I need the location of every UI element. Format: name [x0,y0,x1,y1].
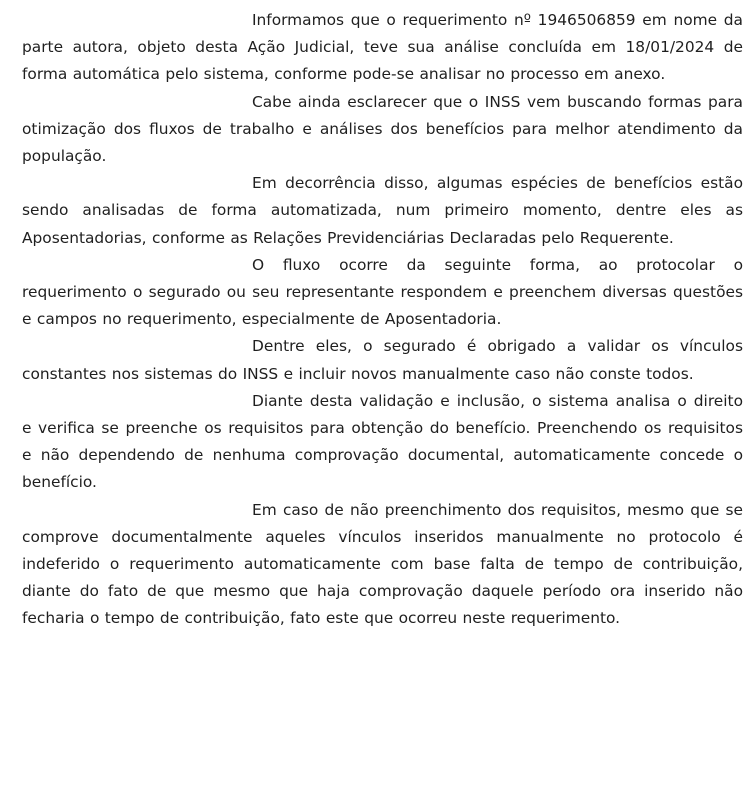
paragraph-requerimento: Informamos que o requerimento nº 1946506859 em nome da parte autora, objeto desta Ação Judicial, teve sua análise concluída em 18/01/2024 de forma automática pelo sistema, conforme pode-se analisar no processo em anexo. [22,11,743,84]
paragraph-indeferimento: Em caso de não preenchimento dos requisitos, mesmo que se comprove documentalmente aqueles vínculos inseridos manualmente no protocolo é indeferido o requerimento automaticamente com base falta de tempo de contribuição, diante do fato de que mesmo que haja comprovação daquele período ora inserido não fecharia o tempo de contribuição, fato este que ocorreu neste requerimento. [22,500,743,628]
paragraph-automatizacao: Em decorrência disso, algumas espécies de benefícios estão sendo analisadas de forma automatizada, num primeiro momento, dentre eles as Aposentadorias, conforme as Relações Previdenciárias Declaradas pelo Requerente. [22,174,743,247]
paragraph-fluxo: O fluxo ocorre da seguinte forma, ao protocolar o requerimento o segurado ou seu representante respondem e preenchem diversas questões e campos no requerimento, especialmente de Aposentadoria. [22,255,743,329]
paragraph-esclarecimento: Cabe ainda esclarecer que o INSS vem buscando formas para otimização dos fluxos de trabalho e análises dos benefícios para melhor atendimento da população. [22,92,743,166]
paragraph-validacao-vinculos: Dentre eles, o segurado é obrigado a validar os vínculos constantes nos sistemas do INSS e incluir novos manualmente caso não conste todos. [22,337,743,383]
paragraph-analise-direito: Diante desta validação e inclusão, o sistema analisa o direito e verifica se preenche os requisitos para obtenção do benefício. Preenchendo os requisitos e não dependendo de nenhuma comprovação documental, automaticamente concede o benefício. [22,391,743,492]
